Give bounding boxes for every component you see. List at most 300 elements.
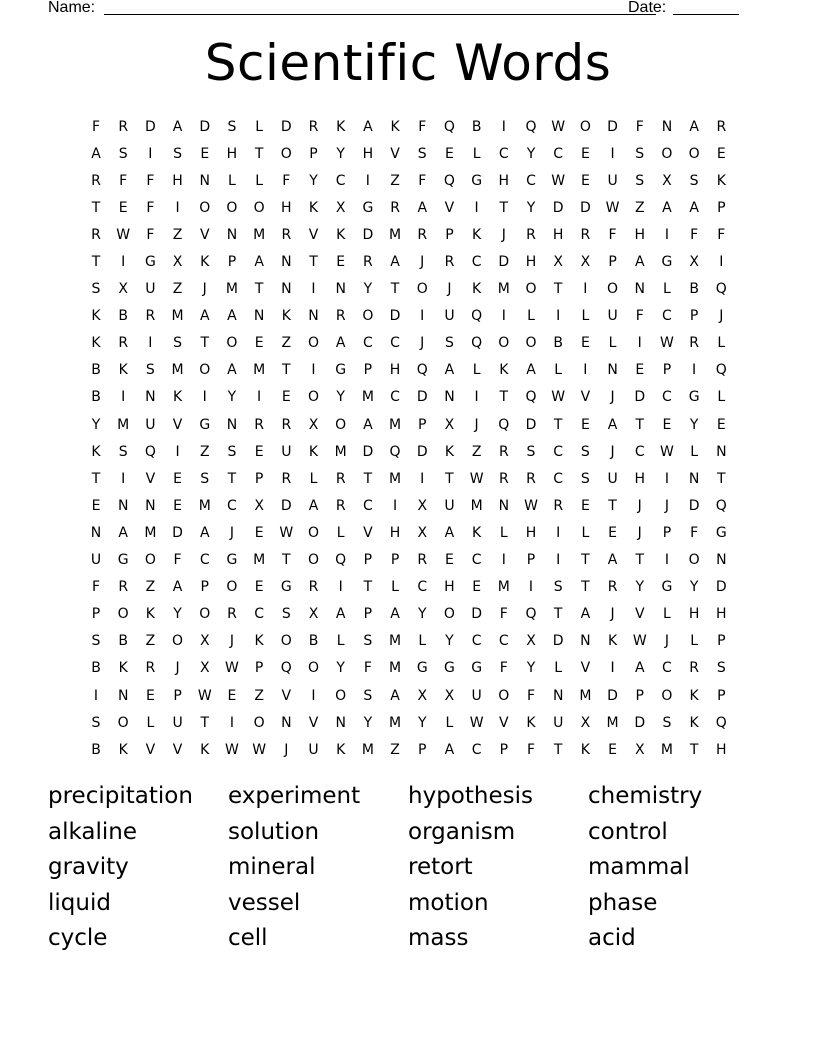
grid-letter[interactable]: M bbox=[361, 741, 374, 758]
grid-letter[interactable]: I bbox=[664, 552, 669, 569]
grid-letter[interactable]: A bbox=[363, 416, 373, 433]
grid-letter[interactable]: E bbox=[91, 497, 101, 514]
grid-letter[interactable]: E bbox=[254, 579, 264, 596]
grid-letter[interactable]: S bbox=[281, 606, 291, 623]
grid-letter[interactable]: Z bbox=[145, 579, 156, 596]
grid-letter[interactable]: O bbox=[362, 308, 374, 325]
grid-letter[interactable]: T bbox=[553, 416, 563, 433]
grid-letter[interactable]: R bbox=[498, 443, 509, 460]
grid-letter[interactable]: K bbox=[91, 308, 101, 325]
grid-letter[interactable]: G bbox=[444, 660, 455, 677]
grid-letter[interactable]: V bbox=[145, 470, 156, 487]
grid-letter[interactable]: J bbox=[637, 524, 642, 541]
grid-letter[interactable]: O bbox=[253, 199, 265, 216]
grid-letter[interactable]: J bbox=[664, 497, 669, 514]
grid-letter[interactable]: O bbox=[172, 633, 184, 650]
grid-letter[interactable]: E bbox=[608, 524, 617, 541]
grid-letter[interactable]: O bbox=[307, 389, 320, 406]
grid-letter[interactable]: L bbox=[472, 145, 481, 162]
grid-letter[interactable]: O bbox=[579, 118, 591, 135]
grid-letter[interactable]: R bbox=[91, 172, 101, 189]
grid-letter[interactable]: T bbox=[499, 389, 509, 406]
grid-letter[interactable]: K bbox=[200, 254, 210, 271]
grid-letter[interactable]: K bbox=[580, 741, 590, 758]
grid-letter[interactable]: N bbox=[145, 497, 156, 514]
grid-letter[interactable]: S bbox=[444, 335, 454, 352]
grid-letter[interactable]: R bbox=[526, 470, 536, 487]
grid-letter[interactable]: G bbox=[416, 660, 428, 677]
grid-letter[interactable]: F bbox=[418, 118, 427, 135]
grid-letter[interactable]: G bbox=[280, 579, 292, 596]
grid-letter[interactable]: D bbox=[280, 497, 292, 514]
grid-letter[interactable]: V bbox=[172, 416, 183, 433]
grid-letter[interactable]: H bbox=[226, 145, 238, 162]
grid-letter[interactable]: W bbox=[469, 714, 484, 731]
grid-letter[interactable]: P bbox=[662, 524, 672, 541]
grid-letter[interactable]: S bbox=[363, 687, 373, 704]
grid-letter[interactable]: O bbox=[525, 281, 537, 298]
grid-letter[interactable]: T bbox=[608, 497, 617, 514]
grid-letter[interactable]: M bbox=[171, 308, 184, 325]
grid-letter[interactable]: N bbox=[226, 226, 238, 243]
grid-letter[interactable]: B bbox=[308, 633, 319, 650]
grid-letter[interactable]: E bbox=[227, 687, 237, 704]
grid-letter[interactable]: V bbox=[444, 199, 455, 216]
grid-letter[interactable]: H bbox=[525, 524, 537, 541]
grid-letter[interactable]: K bbox=[689, 714, 699, 731]
grid-letter[interactable]: M bbox=[660, 741, 673, 758]
grid-letter[interactable]: L bbox=[472, 362, 481, 379]
name-field-line[interactable] bbox=[104, 14, 656, 15]
grid-letter[interactable]: Z bbox=[254, 687, 264, 704]
grid-letter[interactable]: A bbox=[363, 118, 373, 135]
grid-letter[interactable]: O bbox=[307, 552, 320, 569]
grid-letter[interactable]: R bbox=[91, 226, 101, 243]
grid-letter[interactable]: I bbox=[692, 362, 697, 379]
grid-letter[interactable]: E bbox=[580, 416, 590, 433]
grid-letter[interactable]: R bbox=[227, 606, 237, 623]
grid-letter[interactable]: Y bbox=[227, 389, 237, 406]
grid-letter[interactable]: T bbox=[553, 606, 563, 623]
grid-letter[interactable]: M bbox=[253, 226, 266, 243]
grid-letter[interactable]: A bbox=[689, 118, 699, 135]
grid-letter[interactable]: A bbox=[444, 362, 455, 379]
grid-letter[interactable]: U bbox=[471, 687, 482, 704]
grid-letter[interactable]: A bbox=[607, 416, 618, 433]
grid-letter[interactable]: V bbox=[580, 660, 591, 677]
grid-letter[interactable]: N bbox=[444, 389, 455, 406]
grid-letter[interactable]: D bbox=[715, 579, 727, 596]
grid-letter[interactable]: Y bbox=[336, 145, 345, 162]
grid-letter[interactable]: R bbox=[607, 579, 618, 596]
grid-letter[interactable]: W bbox=[551, 389, 566, 406]
grid-letter[interactable]: X bbox=[308, 606, 319, 623]
grid-letter[interactable]: C bbox=[553, 145, 564, 162]
grid-letter[interactable]: H bbox=[716, 606, 727, 623]
grid-letter[interactable]: O bbox=[226, 335, 238, 352]
grid-letter[interactable]: C bbox=[362, 335, 373, 352]
grid-letter[interactable]: M bbox=[171, 362, 184, 379]
grid-letter[interactable]: C bbox=[553, 470, 564, 487]
grid-letter[interactable]: L bbox=[581, 308, 590, 325]
grid-letter[interactable]: G bbox=[471, 660, 483, 677]
grid-letter[interactable]: P bbox=[662, 362, 672, 379]
grid-letter[interactable]: C bbox=[662, 308, 672, 325]
grid-letter[interactable]: P bbox=[173, 687, 182, 704]
grid-letter[interactable]: R bbox=[118, 335, 129, 352]
grid-letter[interactable]: Y bbox=[689, 416, 699, 433]
grid-letter[interactable]: F bbox=[717, 226, 726, 243]
grid-letter[interactable]: T bbox=[581, 579, 590, 596]
grid-letter[interactable]: H bbox=[552, 226, 564, 243]
grid-letter[interactable]: V bbox=[580, 389, 591, 406]
grid-letter[interactable]: O bbox=[688, 145, 700, 162]
grid-letter[interactable]: P bbox=[309, 145, 318, 162]
grid-letter[interactable]: L bbox=[663, 281, 671, 298]
grid-letter[interactable]: Q bbox=[389, 443, 401, 460]
grid-letter[interactable]: C bbox=[417, 579, 428, 596]
grid-letter[interactable]: J bbox=[175, 660, 180, 677]
grid-letter[interactable]: H bbox=[634, 470, 646, 487]
grid-letter[interactable]: A bbox=[390, 687, 400, 704]
grid-letter[interactable]: T bbox=[309, 254, 318, 271]
grid-letter[interactable]: T bbox=[445, 470, 454, 487]
grid-letter[interactable]: R bbox=[335, 470, 346, 487]
grid-letter[interactable]: M bbox=[389, 660, 402, 677]
grid-letter[interactable]: M bbox=[497, 579, 510, 596]
grid-letter[interactable]: C bbox=[471, 552, 482, 569]
grid-letter[interactable]: P bbox=[717, 199, 726, 216]
grid-letter[interactable]: D bbox=[607, 687, 618, 704]
grid-letter[interactable]: I bbox=[257, 389, 262, 406]
grid-letter[interactable]: O bbox=[307, 660, 320, 677]
grid-letter[interactable]: N bbox=[552, 687, 564, 704]
grid-letter[interactable]: L bbox=[391, 579, 399, 596]
grid-letter[interactable]: D bbox=[471, 606, 483, 623]
grid-letter[interactable]: U bbox=[145, 416, 156, 433]
grid-letter[interactable]: I bbox=[121, 254, 126, 271]
grid-letter[interactable]: V bbox=[634, 606, 645, 623]
grid-letter[interactable]: I bbox=[121, 389, 126, 406]
grid-letter[interactable]: P bbox=[445, 226, 454, 243]
grid-letter[interactable]: W bbox=[225, 741, 239, 758]
grid-letter[interactable]: H bbox=[362, 145, 374, 162]
grid-letter[interactable]: B bbox=[118, 308, 128, 325]
grid-letter[interactable]: E bbox=[580, 145, 590, 162]
grid-letter[interactable]: O bbox=[226, 579, 238, 596]
grid-letter[interactable]: T bbox=[363, 579, 373, 596]
grid-letter[interactable]: O bbox=[498, 687, 510, 704]
grid-letter[interactable]: R bbox=[281, 416, 292, 433]
grid-letter[interactable]: R bbox=[716, 118, 727, 135]
grid-letter[interactable]: I bbox=[528, 579, 534, 596]
grid-letter[interactable]: I bbox=[610, 660, 615, 677]
grid-letter[interactable]: A bbox=[254, 254, 264, 271]
grid-letter[interactable]: Y bbox=[526, 145, 536, 162]
grid-letter[interactable]: S bbox=[635, 172, 645, 189]
grid-letter[interactable]: J bbox=[474, 416, 479, 433]
grid-letter[interactable]: P bbox=[418, 741, 427, 758]
grid-letter[interactable]: M bbox=[117, 416, 130, 433]
grid-letter[interactable]: T bbox=[200, 714, 210, 731]
grid-letter[interactable]: Q bbox=[471, 335, 483, 352]
grid-letter[interactable]: K bbox=[689, 687, 699, 704]
grid-letter[interactable]: A bbox=[308, 497, 319, 514]
grid-letter[interactable]: Z bbox=[281, 335, 292, 352]
grid-letter[interactable]: F bbox=[499, 660, 508, 677]
grid-letter[interactable]: W bbox=[632, 633, 647, 650]
grid-letter[interactable]: M bbox=[470, 497, 483, 514]
grid-letter[interactable]: X bbox=[526, 633, 536, 650]
grid-letter[interactable]: Y bbox=[417, 606, 427, 623]
grid-letter[interactable]: C bbox=[553, 443, 564, 460]
grid-letter[interactable]: R bbox=[526, 226, 536, 243]
grid-letter[interactable]: T bbox=[282, 362, 291, 379]
grid-letter[interactable]: C bbox=[634, 443, 645, 460]
grid-letter[interactable]: B bbox=[91, 362, 101, 379]
grid-letter[interactable]: M bbox=[606, 714, 619, 731]
grid-letter[interactable]: W bbox=[252, 741, 267, 758]
grid-letter[interactable]: P bbox=[363, 606, 373, 623]
grid-letter[interactable]: O bbox=[117, 606, 129, 623]
grid-letter[interactable]: J bbox=[229, 633, 234, 650]
grid-letter[interactable]: R bbox=[417, 226, 428, 243]
grid-letter[interactable]: J bbox=[664, 633, 669, 650]
grid-letter[interactable]: K bbox=[390, 118, 400, 135]
grid-letter[interactable]: T bbox=[717, 470, 726, 487]
grid-letter[interactable]: K bbox=[526, 714, 536, 731]
grid-letter[interactable]: L bbox=[717, 389, 726, 406]
grid-letter[interactable]: Z bbox=[172, 226, 183, 243]
grid-letter[interactable]: I bbox=[474, 199, 479, 216]
grid-letter[interactable]: O bbox=[661, 687, 673, 704]
grid-letter[interactable]: V bbox=[281, 687, 292, 704]
grid-letter[interactable]: S bbox=[91, 281, 101, 298]
grid-letter[interactable]: R bbox=[281, 226, 292, 243]
grid-letter[interactable]: A bbox=[172, 118, 183, 135]
grid-letter[interactable]: F bbox=[635, 308, 644, 325]
grid-letter[interactable]: S bbox=[200, 470, 210, 487]
grid-letter[interactable]: R bbox=[444, 254, 455, 271]
grid-letter[interactable]: I bbox=[474, 389, 479, 406]
grid-letter[interactable]: S bbox=[145, 362, 155, 379]
grid-letter[interactable]: C bbox=[471, 254, 482, 271]
grid-letter[interactable]: I bbox=[501, 552, 506, 569]
grid-letter[interactable]: E bbox=[716, 145, 726, 162]
grid-letter[interactable]: N bbox=[580, 633, 591, 650]
grid-letter[interactable]: M bbox=[144, 524, 157, 541]
grid-letter[interactable]: Q bbox=[715, 362, 727, 379]
grid-letter[interactable]: X bbox=[553, 254, 563, 271]
grid-letter[interactable]: D bbox=[634, 389, 646, 406]
grid-letter[interactable]: D bbox=[607, 118, 618, 135]
grid-letter[interactable]: F bbox=[119, 172, 128, 189]
grid-letter[interactable]: W bbox=[551, 118, 566, 135]
grid-letter[interactable]: R bbox=[689, 335, 699, 352]
grid-letter[interactable]: I bbox=[93, 687, 99, 704]
grid-letter[interactable]: F bbox=[146, 226, 155, 243]
grid-letter[interactable]: C bbox=[254, 606, 265, 623]
grid-letter[interactable]: A bbox=[662, 199, 672, 216]
grid-letter[interactable]: N bbox=[661, 118, 673, 135]
grid-letter[interactable]: X bbox=[172, 254, 183, 271]
grid-letter[interactable]: L bbox=[418, 633, 427, 650]
grid-letter[interactable]: I bbox=[175, 443, 180, 460]
grid-letter[interactable]: T bbox=[200, 335, 210, 352]
grid-letter[interactable]: T bbox=[635, 416, 645, 433]
grid-letter[interactable]: E bbox=[145, 687, 155, 704]
grid-letter[interactable]: G bbox=[144, 254, 156, 271]
grid-letter[interactable]: L bbox=[309, 470, 318, 487]
grid-letter[interactable]: A bbox=[444, 741, 455, 758]
grid-letter[interactable]: P bbox=[227, 254, 237, 271]
grid-letter[interactable]: O bbox=[443, 606, 455, 623]
grid-letter[interactable]: C bbox=[498, 633, 509, 650]
grid-letter[interactable]: P bbox=[717, 633, 726, 650]
grid-letter[interactable]: Q bbox=[144, 443, 156, 460]
grid-letter[interactable]: I bbox=[365, 172, 370, 189]
grid-letter[interactable]: Q bbox=[335, 552, 347, 569]
grid-letter[interactable]: R bbox=[390, 199, 400, 216]
grid-letter[interactable]: X bbox=[118, 281, 128, 298]
grid-letter[interactable]: S bbox=[635, 145, 645, 162]
grid-letter[interactable]: L bbox=[554, 660, 563, 677]
grid-letter[interactable]: F bbox=[526, 741, 536, 758]
grid-letter[interactable]: I bbox=[392, 497, 398, 514]
grid-letter[interactable]: A bbox=[335, 606, 346, 623]
grid-letter[interactable]: V bbox=[363, 524, 373, 541]
grid-letter[interactable]: Y bbox=[91, 416, 101, 433]
grid-letter[interactable]: P bbox=[717, 687, 726, 704]
grid-letter[interactable]: R bbox=[689, 660, 699, 677]
grid-letter[interactable]: A bbox=[227, 362, 237, 379]
grid-letter[interactable]: Q bbox=[498, 416, 510, 433]
grid-letter[interactable]: M bbox=[225, 281, 238, 298]
grid-letter[interactable]: X bbox=[254, 497, 264, 514]
grid-letter[interactable]: N bbox=[688, 470, 700, 487]
grid-letter[interactable]: U bbox=[444, 308, 455, 325]
grid-letter[interactable]: E bbox=[254, 443, 264, 460]
grid-letter[interactable]: L bbox=[663, 606, 671, 623]
grid-letter[interactable]: Q bbox=[715, 281, 727, 298]
grid-letter[interactable]: K bbox=[336, 226, 346, 243]
grid-letter[interactable]: J bbox=[610, 389, 615, 406]
grid-letter[interactable]: K bbox=[118, 741, 128, 758]
grid-letter[interactable]: I bbox=[229, 714, 234, 731]
grid-letter[interactable]: K bbox=[444, 443, 455, 460]
grid-letter[interactable]: S bbox=[662, 714, 672, 731]
grid-letter[interactable]: X bbox=[634, 741, 645, 758]
grid-letter[interactable]: P bbox=[363, 552, 373, 569]
grid-letter[interactable]: J bbox=[284, 741, 289, 758]
grid-letter[interactable]: D bbox=[280, 118, 292, 135]
grid-letter[interactable]: I bbox=[311, 687, 316, 704]
grid-letter[interactable]: T bbox=[635, 552, 645, 569]
grid-letter[interactable]: M bbox=[361, 389, 374, 406]
grid-letter[interactable]: U bbox=[281, 443, 292, 460]
grid-letter[interactable]: A bbox=[91, 145, 101, 162]
grid-letter[interactable]: R bbox=[281, 470, 292, 487]
grid-letter[interactable]: S bbox=[173, 335, 182, 352]
grid-letter[interactable]: X bbox=[199, 660, 210, 677]
grid-letter[interactable]: T bbox=[254, 281, 264, 298]
grid-letter[interactable]: B bbox=[118, 633, 128, 650]
grid-letter[interactable]: R bbox=[417, 552, 428, 569]
grid-letter[interactable]: L bbox=[690, 633, 699, 650]
grid-letter[interactable]: T bbox=[91, 199, 101, 216]
grid-letter[interactable]: Y bbox=[445, 633, 454, 650]
grid-letter[interactable]: F bbox=[690, 524, 699, 541]
grid-letter[interactable]: C bbox=[471, 633, 482, 650]
grid-letter[interactable]: A bbox=[634, 660, 645, 677]
grid-letter[interactable]: D bbox=[389, 308, 401, 325]
grid-letter[interactable]: J bbox=[719, 308, 724, 325]
grid-letter[interactable]: Z bbox=[199, 443, 210, 460]
grid-letter[interactable]: Y bbox=[689, 579, 699, 596]
grid-letter[interactable]: O bbox=[498, 335, 510, 352]
grid-letter[interactable]: T bbox=[91, 470, 101, 487]
grid-letter[interactable]: Q bbox=[280, 660, 292, 677]
grid-letter[interactable]: M bbox=[389, 416, 402, 433]
grid-letter[interactable]: D bbox=[579, 199, 591, 216]
grid-letter[interactable]: D bbox=[362, 443, 374, 460]
grid-letter[interactable]: S bbox=[580, 470, 590, 487]
grid-letter[interactable]: U bbox=[145, 281, 156, 298]
grid-letter[interactable]: J bbox=[610, 443, 615, 460]
grid-letter[interactable]: D bbox=[688, 497, 700, 514]
grid-letter[interactable]: U bbox=[553, 714, 564, 731]
grid-letter[interactable]: F bbox=[91, 118, 101, 135]
grid-letter[interactable]: T bbox=[363, 470, 373, 487]
grid-letter[interactable]: N bbox=[498, 497, 510, 514]
grid-letter[interactable]: A bbox=[580, 606, 591, 623]
grid-letter[interactable]: M bbox=[389, 470, 402, 487]
grid-letter[interactable]: E bbox=[336, 254, 346, 271]
grid-letter[interactable]: A bbox=[634, 254, 645, 271]
grid-letter[interactable]: W bbox=[469, 470, 484, 487]
grid-letter[interactable]: X bbox=[662, 172, 672, 189]
grid-letter[interactable]: P bbox=[363, 362, 373, 379]
grid-letter[interactable]: Y bbox=[363, 281, 373, 298]
grid-letter[interactable]: R bbox=[553, 497, 564, 514]
grid-letter[interactable]: A bbox=[199, 308, 210, 325]
grid-letter[interactable]: I bbox=[610, 145, 615, 162]
grid-letter[interactable]: V bbox=[499, 714, 509, 731]
grid-letter[interactable]: V bbox=[390, 145, 400, 162]
grid-letter[interactable]: E bbox=[254, 524, 264, 541]
grid-letter[interactable]: R bbox=[308, 579, 319, 596]
grid-letter[interactable]: A bbox=[390, 254, 400, 271]
grid-letter[interactable]: Y bbox=[336, 660, 345, 677]
grid-letter[interactable]: L bbox=[608, 335, 617, 352]
grid-letter[interactable]: E bbox=[173, 497, 182, 514]
grid-letter[interactable]: T bbox=[91, 254, 101, 271]
grid-letter[interactable]: B bbox=[91, 389, 101, 406]
grid-letter[interactable]: W bbox=[116, 226, 131, 243]
grid-letter[interactable]: T bbox=[553, 741, 563, 758]
grid-letter[interactable]: N bbox=[607, 362, 618, 379]
grid-letter[interactable]: S bbox=[91, 714, 101, 731]
grid-letter[interactable]: H bbox=[172, 172, 183, 189]
grid-letter[interactable]: Z bbox=[471, 443, 482, 460]
grid-letter[interactable]: X bbox=[417, 687, 428, 704]
grid-letter[interactable]: O bbox=[199, 606, 211, 623]
grid-letter[interactable]: G bbox=[335, 362, 347, 379]
grid-letter[interactable]: R bbox=[118, 579, 129, 596]
grid-letter[interactable]: J bbox=[501, 226, 506, 243]
grid-letter[interactable]: B bbox=[91, 741, 101, 758]
grid-letter[interactable]: J bbox=[637, 497, 642, 514]
